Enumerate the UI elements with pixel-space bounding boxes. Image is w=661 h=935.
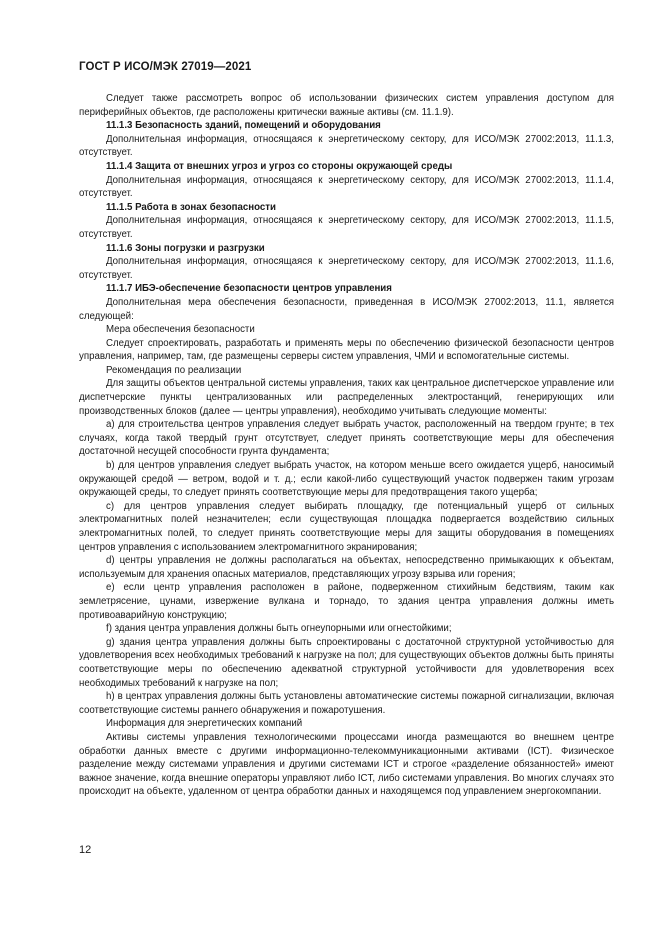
paragraph: Информация для энергетических компаний xyxy=(106,718,303,730)
paragraph: h) в центрах управления должны быть установлены автоматические системы пожарной сигнализации, включая соответствующие системы раннего обнаружения и пожаротушения. xyxy=(79,691,614,716)
section-heading: 11.1.6 Зоны погрузки и разгрузки xyxy=(106,242,265,254)
paragraph: Рекомендация по реализации xyxy=(106,364,242,376)
paragraph: g) здания центра управления должны быть спроектированы с достаточной структурной устойчивостью для удовлетворения всех необходимых требований к нагрузке на пол; для существующих объектов должны быть приняты соответствующие меры по обеспечению адекватной структурной устойчивости для удовлетворения всех необходимых требований к нагрузке на пол; xyxy=(79,636,614,689)
paragraph: a) для строительства центров управления следует выбрать участок, расположенный на твердом грунте; в тех случаях, когда такой твердый грунт отсутствует, следует принять соответствующие меры для обеспечения достаточной несущей способности грунта фундамента; xyxy=(79,419,614,458)
paragraph: Дополнительная информация, относящаяся к энергетическому сектору, для ИСО/МЭК 27002:2013, 11.1.3, отсутствует. xyxy=(79,133,614,159)
standard-header: ГОСТ Р ИСО/МЭК 27019—2021 xyxy=(79,61,252,73)
section-heading: 11.1.3 Безопасность зданий, помещений и оборудования xyxy=(106,120,381,132)
paragraph: f) здания центра управления должны быть огнеупорными или огнестойкими; xyxy=(106,623,452,635)
page-number: 12 xyxy=(79,844,92,856)
paragraph: Мера обеспечения безопасности xyxy=(106,324,255,336)
paragraph: Следует спроектировать, разработать и применять меры по обеспечению физической безопасности центров управления, например, там, где размещены серверы систем управления, ЧМИ и вспомогательные системы. xyxy=(79,337,614,363)
section-heading: 11.1.4 Защита от внешних угроз и угроз со стороны окружающей среды xyxy=(106,160,453,172)
paragraph: Дополнительная информация, относящаяся к энергетическому сектору, для ИСО/МЭК 27002:2013, 11.1.4, отсутствует. xyxy=(79,174,614,200)
paragraph: Следует также рассмотреть вопрос об использовании физических систем управления доступом для периферийных объектов, где расположены критически важные активы (см. 11.1.9). xyxy=(79,93,614,118)
document-body xyxy=(79,92,614,799)
paragraph: d) центры управления не должны располагаться на объектах, непосредственно примыкающих к объектам, используемым для хранения опасных материалов, представляющих угрозу взрыва или горения; xyxy=(79,555,614,580)
paragraph: b) для центров управления следует выбрать участок, на котором меньше всего ожидается ущерб, наносимый окружающей средой — ветром, водой и т. д.; если какой-либо существующий участок подвержен таким угрозам окружающей среды, то следует принять соответствующие меры для предотвращения такого ущерба; xyxy=(79,460,614,499)
section-heading: 11.1.5 Работа в зонах безопасности xyxy=(106,201,276,213)
paragraph: Для защиты объектов центральной системы управления, таких как центральное диспетчерское управление или диспетчерские пункты централизованных или распределенных электростанций, генерирующих или производственных блоков (далее — центры управления), необходимо учитывать следующие моменты: xyxy=(79,378,614,417)
paragraph: e) если центр управления расположен в районе, подверженном стихийным бедствиям, таким как землетрясение, цунами, извержение вулкана и торнадо, то здания центра управления должны иметь противоаварийную конструкцию; xyxy=(79,582,614,621)
paragraph: Дополнительная информация, относящаяся к энергетическому сектору, для ИСО/МЭК 27002:2013, 11.1.6, отсутствует. xyxy=(79,256,614,281)
paragraph: Дополнительная мера обеспечения безопасности, приведенная в ИСО/МЭК 27002:2013, 11.1, является следующей: xyxy=(79,296,614,322)
paragraph: c) для центров управления следует выбирать площадку, где потенциальный ущерб от сильных электромагнитных полей незначителен; если существующая площадка подвергается воздействию сильных электромагнитных полей, то следует принять соответствующие меры для защиты оборудования в помещениях центров управления с использованием электромагнитного экранирования; xyxy=(79,500,614,553)
paragraph: Активы системы управления технологическими процессами иногда размещаются во внешнем центре обработки данных вместе с другими информационно-телекоммуникационными активами (ICT). Физическое разделение между системами управления и другими системами ICT и строгое «разделение обязанностей» имеют важное значение, когда внешние операторы управляют либо ICT, либо системами управления. Во многих случаях это происходит на объекте, удаленном от центра обработки данных и находящемся под управлением энергокомпании. xyxy=(79,731,614,798)
paragraph: Дополнительная информация, относящаяся к энергетическому сектору, для ИСО/МЭК 27002:2013, 11.1.5, отсутствует. xyxy=(79,215,614,240)
section-heading: 11.1.7 ИБЭ-обеспечение безопасности центров управления xyxy=(106,283,392,295)
